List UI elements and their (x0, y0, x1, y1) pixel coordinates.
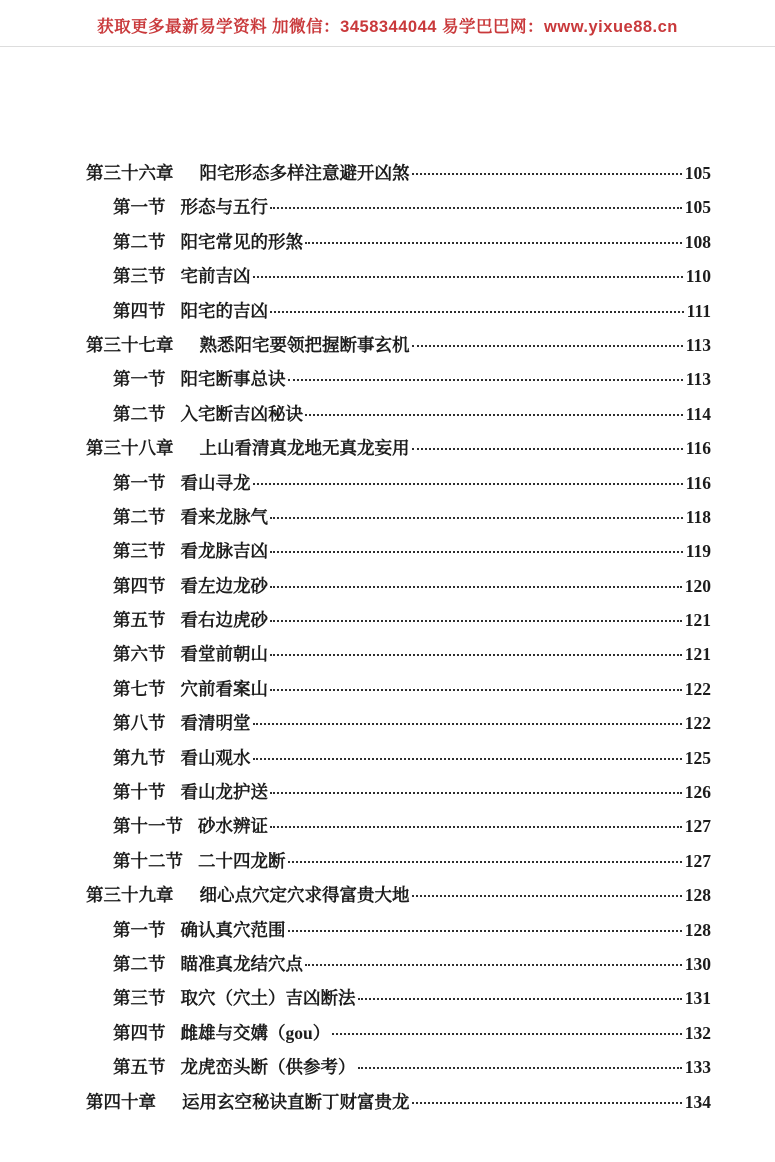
toc-entry-title: 瞄准真龙结穴点 (180, 953, 303, 974)
toc-entry-title: 看右边虎砂 (180, 610, 268, 631)
toc-entry-page: 126 (684, 782, 711, 803)
toc-entry (0, 366, 711, 400)
toc-entry-label: 第六节 (113, 644, 166, 665)
toc-entry (0, 745, 711, 779)
toc-entry (0, 641, 711, 675)
toc-entry-title: 龙虎峦头断（供参考） (180, 1057, 356, 1078)
toc-entry (0, 160, 711, 194)
toc-entry-title: 细心点穴定穴求得富贵大地 (199, 885, 410, 906)
toc-dot-leader (253, 276, 683, 278)
toc-entry-page: 119 (685, 541, 711, 562)
toc-entry-title: 阳宅常见的形煞 (180, 231, 303, 252)
toc-dot-leader (412, 448, 683, 450)
toc-dot-leader (270, 654, 682, 656)
toc-entry-title: 运用玄空秘诀直断丁财富贵龙 (182, 1091, 410, 1112)
toc-entry-label: 第四节 (113, 1022, 166, 1043)
toc-entry-page: 118 (685, 506, 711, 527)
toc-entry (0, 401, 711, 435)
toc-dot-leader (253, 723, 682, 725)
toc-entry-page: 105 (684, 163, 711, 183)
toc-entry-title: 二十四龙断 (198, 850, 286, 871)
toc-entry (0, 1089, 711, 1123)
toc-entry (0, 298, 711, 332)
toc-entry-page: 128 (684, 885, 711, 906)
toc-entry-label: 第四节 (113, 575, 166, 596)
table-of-contents (0, 47, 775, 1123)
toc-entry-page: 120 (684, 575, 711, 596)
toc-entry-title: 看山寻龙 (180, 472, 251, 493)
toc-entry-label: 第二节 (113, 231, 166, 252)
toc-entry-title: 雌雄与交媾（gou） (180, 1022, 331, 1043)
toc-entry-page: 105 (684, 197, 711, 218)
toc-dot-leader (270, 207, 682, 209)
toc-entry-title: 入宅断吉凶秘诀 (180, 403, 303, 424)
toc-entry-page: 122 (684, 678, 711, 699)
toc-entry-title: 看堂前朝山 (180, 644, 268, 665)
toc-dot-leader (305, 964, 682, 966)
toc-entry-page: 108 (684, 231, 711, 252)
toc-entry-title: 穴前看案山 (180, 678, 268, 699)
toc-entry (0, 229, 711, 263)
toc-entry-label: 第一节 (113, 919, 166, 940)
toc-entry (0, 848, 711, 882)
toc-entry-title: 看山观水 (180, 747, 251, 768)
toc-entry-label: 第十一节 (113, 816, 183, 837)
toc-entry-title: 看山龙护送 (180, 782, 268, 803)
toc-entry-page: 133 (684, 1057, 711, 1078)
toc-entry-label: 第三十七章 (86, 334, 174, 355)
toc-entry (0, 332, 711, 366)
toc-dot-leader (412, 1102, 682, 1104)
toc-entry-page: 121 (684, 610, 711, 631)
toc-dot-leader (270, 311, 684, 313)
toc-dot-leader (270, 586, 682, 588)
toc-entry-label: 第八节 (113, 713, 166, 734)
toc-entry-label: 第五节 (113, 610, 166, 631)
toc-entry-title: 阳宅的吉凶 (180, 300, 268, 321)
toc-entry-page: 116 (685, 438, 711, 459)
toc-entry-title: 砂水辨证 (198, 816, 268, 837)
toc-entry-label: 第一节 (113, 197, 166, 218)
toc-entry-page: 113 (685, 334, 711, 355)
toc-dot-leader (305, 242, 682, 244)
toc-entry-label: 第二节 (113, 953, 166, 974)
toc-entry-title: 取穴（穴土）吉凶断法 (180, 988, 356, 1009)
toc-entry-page: 111 (686, 300, 711, 321)
toc-dot-leader (270, 689, 682, 691)
toc-entry-page: 128 (684, 919, 711, 940)
toc-entry-label: 第七节 (113, 678, 166, 699)
toc-dot-leader (358, 1067, 682, 1069)
toc-dot-leader (253, 483, 683, 485)
toc-entry-page: 125 (684, 747, 711, 768)
toc-entry (0, 470, 711, 504)
toc-entry-label: 第十节 (113, 782, 166, 803)
page-header (0, 0, 775, 37)
toc-dot-leader (288, 930, 682, 932)
toc-entry-label: 第九节 (113, 747, 166, 768)
toc-dot-leader (358, 998, 682, 1000)
toc-entry (0, 573, 711, 607)
toc-entry-page: 131 (684, 988, 711, 1009)
toc-dot-leader (332, 1033, 682, 1035)
toc-dot-leader (305, 414, 683, 416)
toc-entry-page: 134 (684, 1091, 711, 1112)
toc-entry-label: 第五节 (113, 1057, 166, 1078)
toc-dot-leader (270, 792, 682, 794)
toc-dot-leader (270, 620, 682, 622)
toc-entry-label: 第二节 (113, 403, 166, 424)
toc-entry-title: 宅前吉凶 (180, 266, 251, 287)
toc-entry (0, 263, 711, 297)
toc-entry-label: 第一节 (113, 369, 166, 390)
toc-entry (0, 607, 711, 641)
toc-entry (0, 779, 711, 813)
toc-entry-page: 110 (685, 266, 711, 287)
toc-entry-label: 第三十六章 (86, 163, 174, 183)
toc-dot-leader (412, 173, 682, 175)
toc-entry-page: 132 (684, 1022, 711, 1043)
toc-entry-label: 第十二节 (113, 850, 183, 871)
toc-entry-title: 上山看清真龙地无真龙妄用 (199, 438, 410, 459)
toc-entry-page: 116 (685, 472, 711, 493)
toc-entry (0, 985, 711, 1019)
toc-entry-page: 127 (684, 816, 711, 837)
toc-entry-title: 阳宅断事总诀 (180, 369, 286, 390)
toc-entry (0, 504, 711, 538)
toc-entry-label: 第三十八章 (86, 438, 174, 459)
toc-entry (0, 710, 711, 744)
toc-entry-page: 127 (684, 850, 711, 871)
toc-entry-label: 第四节 (113, 300, 166, 321)
toc-entry (0, 917, 711, 951)
toc-entry (0, 951, 711, 985)
toc-entry-title: 熟悉阳宅要领把握断事玄机 (199, 334, 410, 355)
toc-entry-page: 121 (684, 644, 711, 665)
toc-entry-title: 看龙脉吉凶 (180, 541, 268, 562)
toc-dot-leader (253, 758, 682, 760)
toc-entry-page: 114 (685, 403, 711, 424)
toc-entry-label: 第三十九章 (86, 885, 174, 906)
toc-entry-title: 看来龙脉气 (180, 506, 268, 527)
toc-entry-label: 第三节 (113, 988, 166, 1009)
toc-entry-page: 113 (685, 369, 711, 390)
toc-entry (0, 194, 711, 228)
toc-entry-title: 看左边龙砂 (180, 575, 268, 596)
toc-entry (0, 538, 711, 572)
toc-dot-leader (288, 379, 683, 381)
toc-entry (0, 813, 711, 847)
toc-dot-leader (412, 345, 683, 347)
toc-entry-title: 形态与五行 (180, 197, 268, 218)
toc-entry (0, 882, 711, 916)
toc-entry-label: 第四十章 (86, 1091, 156, 1112)
toc-entry-label: 第一节 (113, 472, 166, 493)
toc-entry-title: 确认真穴范围 (180, 919, 286, 940)
toc-entry-label: 第二节 (113, 506, 166, 527)
toc-dot-leader (270, 826, 682, 828)
header-watermark-text: 获取更多最新易学资料 加微信：3458344044 易学巴巴网：www.yixue88.cn (97, 18, 678, 36)
toc-entry-page: 130 (684, 953, 711, 974)
toc-dot-leader (288, 861, 682, 863)
toc-entry (0, 1054, 711, 1088)
toc-entry (0, 676, 711, 710)
toc-dot-leader (270, 551, 683, 553)
toc-entry-label: 第三节 (113, 541, 166, 562)
toc-dot-leader (270, 517, 683, 519)
toc-entry-page: 122 (684, 713, 711, 734)
toc-entry-title: 看清明堂 (180, 713, 251, 734)
toc-entry-title: 阳宅形态多样注意避开凶煞 (199, 163, 410, 183)
toc-entry (0, 1020, 711, 1054)
toc-entry-label: 第三节 (113, 266, 166, 287)
toc-dot-leader (412, 895, 682, 897)
toc-entry (0, 435, 711, 469)
